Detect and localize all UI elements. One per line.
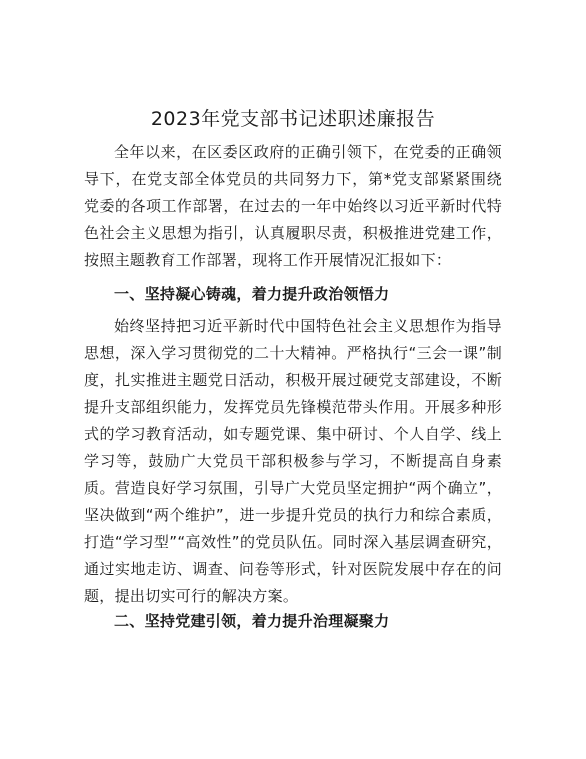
section-2-heading: 二、坚持党建引领，着力提升治理凝聚力 bbox=[114, 612, 390, 630]
intro-paragraph: 全年以来，在区委区政府的正确引领下，在党委的正确领导下，在党支部全体党员的共同努力下，第*党支部紧紧围绕党委的各项工作部署，在过去的一年中始终以习近平新时代特色社会主义思想为指引，认真履职尽责，积极推进党建工作，按照主题教育工作部署，现将工作开展情况汇报如下： bbox=[84, 143, 502, 269]
section-1-heading: 一、坚持凝心铸魂，着力提升政治领悟力 bbox=[114, 285, 390, 303]
document-title: 2023年党支部书记述职述廉报告 bbox=[150, 108, 436, 130]
section-1-paragraph: 始终坚持把习近平新时代中国特色社会主义思想作为指导思想，深入学习贯彻党的二十大精神。严格执行“三会一课”制度，扎实推进主题党日活动，积极开展过硬党支部建设，不断提升支部组织能力，发挥党员先锋模范带头作用。开展多种形式的学习教育活动，如专题党课、集中研讨、个人自学、线上学习等，鼓励广大党员干部积极参与学习，不断提高自身素质。营造良好学习氛围，引导广大党员坚定拥护“两个确立”，坚决做到“两个维护”，进一步提升党员的执行力和综合素质，打造“学习型”“高效性”的党员队伍。同时深入基层调查研究，通过实地走访、调查、问卷等形式，针对医院发展中存在的问题，提出切实可行的解决方案。 bbox=[84, 317, 502, 605]
